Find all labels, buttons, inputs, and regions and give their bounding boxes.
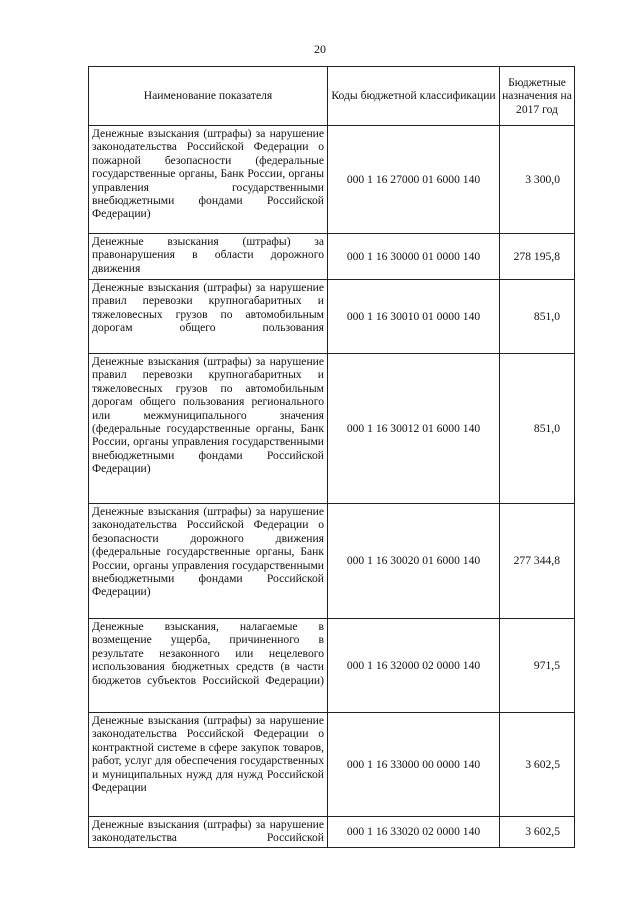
- table-row: [89, 504, 575, 619]
- row-name: Денежные взыскания (штрафы) за правонарушения в области дорожного движения: [89, 234, 328, 280]
- row-code: 000 1 16 30000 01 0000 140: [328, 234, 500, 280]
- row-value: 3 602,5: [500, 713, 575, 817]
- row-code: 000 1 16 33020 02 0000 140: [328, 817, 500, 848]
- table-row: [89, 234, 575, 280]
- row-code: 000 1 16 27000 01 6000 140: [328, 126, 500, 234]
- row-code: 000 1 16 32000 02 0000 140: [328, 619, 500, 713]
- row-code: 000 1 16 30012 01 6000 140: [328, 354, 500, 504]
- page-number: 20: [314, 42, 326, 56]
- row-code: 000 1 16 30020 01 6000 140: [328, 504, 500, 619]
- row-value: 3 602,5: [500, 817, 575, 848]
- table-row: [89, 619, 575, 713]
- table-row: [89, 817, 575, 848]
- header-name: Наименование показателя: [89, 67, 328, 126]
- row-value: 851,0: [500, 280, 575, 354]
- table-row: [89, 354, 575, 504]
- row-name: Денежные взыскания (штрафы) за нарушение законодательства Российской: [89, 817, 328, 848]
- row-name: Денежные взыскания (штрафы) за нарушение правил перевозки крупногабаритных и тяжеловесных грузов по автомобильным дорогам общего пользования регионального или межмуниципального значения (федеральные государственные органы, Банк России, органы управления государственными внебюджетными фондами Российской Федерации): [89, 354, 328, 504]
- row-value: 3 300,0: [500, 126, 575, 234]
- row-name: Денежные взыскания (штрафы) за нарушение законодательства Российской Федерации о пожарной безопасности (федеральные государственные органы, Банк России, органы управления государственными внебюджетными фондами Российской Федерации): [89, 126, 328, 234]
- table-row: [89, 126, 575, 234]
- header-code: Коды бюджетной классификации: [328, 67, 500, 126]
- header-value: Бюджетные назначения на 2017 год: [500, 67, 575, 126]
- budget-table: [88, 66, 575, 848]
- row-name: Денежные взыскания (штрафы) за нарушение законодательства Российской Федерации о безопасности дорожного движения (федеральные государственные органы, Банк России, органы управления государственными внебюджетными фондами Российской Федерации): [89, 504, 328, 619]
- table-header-row: [89, 67, 575, 126]
- table-row: [89, 713, 575, 817]
- row-value: 278 195,8: [500, 234, 575, 280]
- row-value: 851,0: [500, 354, 575, 504]
- table-row: [89, 280, 575, 354]
- row-code: 000 1 16 30010 01 0000 140: [328, 280, 500, 354]
- row-value: 971,5: [500, 619, 575, 713]
- row-name: Денежные взыскания (штрафы) за нарушение законодательства Российской Федерации о контрактной системе в сфере закупок товаров, работ, услуг для обеспечения государственных и муниципальных нужд для нужд Российской Федерации: [89, 713, 328, 817]
- row-code: 000 1 16 33000 00 0000 140: [328, 713, 500, 817]
- row-name: Денежные взыскания (штрафы) за нарушение правил перевозки крупногабаритных и тяжеловесных грузов по автомобильным дорогам общего пользования: [89, 280, 328, 354]
- row-name: Денежные взыскания, налагаемые в возмещение ущерба, причиненного в результате незаконного или нецелевого использования бюджетных средств (в части бюджетов субъектов Российской Федерации): [89, 619, 328, 713]
- row-value: 277 344,8: [500, 504, 575, 619]
